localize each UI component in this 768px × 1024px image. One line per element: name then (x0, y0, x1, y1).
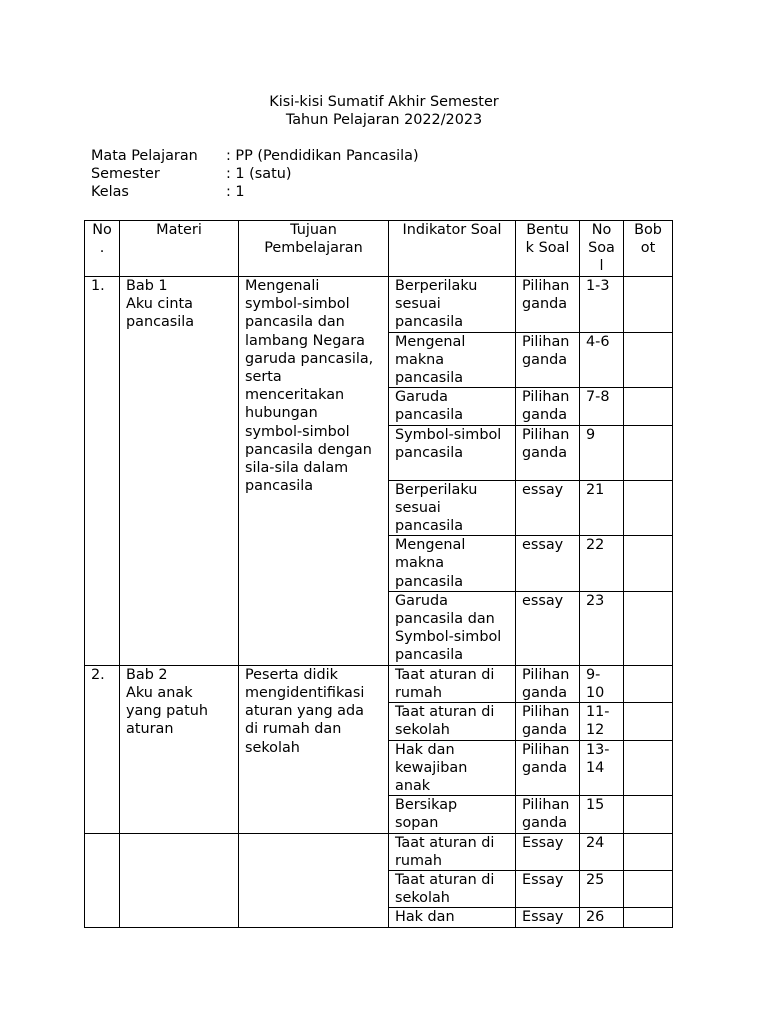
row-bentuk-text: Essay (522, 872, 564, 889)
row-bentuk-cell (516, 536, 580, 592)
row-indikator-text: Mengenal makna pancasila (395, 537, 466, 590)
row-bentuk-cell (516, 388, 580, 425)
row-no-cell (85, 665, 120, 833)
header-bentuk-text: Bentu k Soal (525, 222, 570, 257)
row-nosoal-text: 26 (586, 909, 605, 926)
table-body (85, 221, 673, 928)
row-bentuk-cell (516, 480, 580, 536)
meta-label-semester: Semester (91, 166, 160, 183)
row-bobot-cell (624, 871, 673, 908)
row-indikator-cell (389, 833, 516, 870)
table-row (85, 665, 673, 702)
meta-label-class: Kelas (91, 184, 129, 201)
row-bentuk-text: Pilihan ganda (522, 333, 570, 368)
row-nosoal-text: 15 (586, 797, 605, 814)
kisi-kisi-table (84, 220, 673, 928)
row-bentuk-cell (516, 277, 580, 333)
row-bentuk-text: Pilihan ganda (522, 666, 570, 702)
row-nosoal-cell (580, 388, 624, 425)
row-bentuk-text: Pilihan ganda (522, 797, 570, 832)
row-bobot-cell (624, 665, 673, 702)
row-bobot-cell (624, 740, 673, 796)
row-indikator-cell (389, 796, 516, 833)
row-materi-text: Bab 1 Aku cinta pancasila (126, 278, 195, 331)
row-indikator-text: Taat aturan di sekolah (395, 704, 495, 739)
row-indikator-cell (389, 388, 516, 425)
row-indikator-cell (389, 425, 516, 480)
row-bobot-cell (624, 908, 673, 927)
row-bentuk-text: Pilihan ganda (522, 278, 570, 313)
row-tujuan-cell (239, 833, 389, 927)
table-header-row (85, 221, 673, 277)
row-bobot-cell (624, 332, 673, 388)
row-tujuan-cell (239, 277, 389, 666)
row-bentuk-cell (516, 425, 580, 480)
header-bentuk (516, 221, 580, 277)
meta-label-subject: Mata Pelajaran (91, 148, 198, 164)
row-bentuk-text: Essay (522, 909, 564, 926)
row-materi-cell (120, 833, 239, 927)
row-tujuan-cell (239, 665, 389, 833)
row-indikator-cell (389, 480, 516, 536)
header-bobot (624, 221, 673, 277)
meta-value-semester: : 1 (satu) (226, 166, 292, 183)
row-bentuk-cell (516, 703, 580, 740)
table-row (85, 833, 673, 870)
row-bobot-cell (624, 591, 673, 665)
row-nosoal-cell (580, 665, 624, 702)
title-line-2: Tahun Pelajaran 2022/2023 (285, 112, 483, 129)
row-materi-text: Bab 2 Aku anak yang patuh aturan (126, 666, 209, 738)
row-bentuk-cell (516, 665, 580, 702)
row-nosoal-cell (580, 277, 624, 333)
meta-value-class: : 1 (226, 184, 245, 201)
row-indikator-cell (389, 536, 516, 592)
row-bobot-cell (624, 703, 673, 740)
row-bentuk-text: Pilihan ganda (522, 389, 570, 424)
row-bobot-cell (624, 425, 673, 480)
row-bentuk-cell (516, 908, 580, 927)
row-indikator-text: Taat aturan di sekolah (395, 872, 495, 907)
row-indikator-text: Hak dan (395, 909, 455, 926)
row-nosoal-cell (580, 796, 624, 833)
row-nosoal-text: 21 (586, 481, 605, 498)
row-materi-cell (120, 277, 239, 666)
row-nosoal-cell (580, 425, 624, 480)
row-bentuk-text: Pilihan ganda (522, 704, 570, 739)
row-bobot-cell (624, 388, 673, 425)
header-nosoal-text: No Soa l (588, 222, 615, 275)
meta-value-subject: : PP (Pendidikan Pancasila) (226, 148, 419, 164)
row-indikator-text: Berperilaku sesuai pancasila (395, 481, 478, 535)
meta-row-semester (91, 165, 419, 183)
row-no-text: 1. (91, 278, 105, 294)
row-indikator-text: Garuda pancasila dan Symbol-simbol pancasila (395, 592, 502, 664)
row-indikator-cell (389, 740, 516, 796)
row-indikator-cell (389, 908, 516, 927)
header-tujuan-text: Tujuan Pembelajaran (264, 222, 363, 257)
row-bobot-cell (624, 833, 673, 870)
row-bentuk-text: essay (522, 592, 564, 609)
row-nosoal-text: 11- 12 (586, 704, 610, 739)
header-bobot-text: Bob ot (634, 222, 662, 257)
header-materi (120, 221, 239, 277)
row-tujuan-text: Peserta didik mengidentifikasi aturan yang ada di rumah dan sekolah (245, 666, 365, 756)
row-no-cell (85, 277, 120, 666)
row-indikator-text: Mengenal makna pancasila (395, 333, 466, 387)
row-nosoal-cell (580, 703, 624, 740)
meta-row-class (91, 183, 419, 201)
row-bentuk-cell (516, 740, 580, 796)
row-indikator-text: Taat aturan di rumah (395, 666, 495, 702)
row-indikator-cell (389, 665, 516, 702)
row-nosoal-cell (580, 332, 624, 388)
header-materi-text: Materi (156, 222, 202, 238)
row-indikator-text: Bersikap sopan (395, 797, 458, 832)
row-nosoal-text: 24 (586, 834, 605, 851)
row-indikator-text: Garuda pancasila (395, 389, 464, 424)
row-bentuk-text: essay (522, 481, 564, 498)
row-indikator-cell (389, 591, 516, 665)
row-bobot-cell (624, 796, 673, 833)
row-indikator-cell (389, 871, 516, 908)
row-indikator-text: Hak dan kewajiban anak (395, 741, 468, 795)
header-no-text: No . (92, 222, 112, 257)
row-bobot-cell (624, 536, 673, 592)
header-indikator (389, 221, 516, 277)
row-bentuk-text: Pilihan ganda (522, 741, 570, 776)
table-row (85, 277, 673, 333)
document-title (0, 93, 768, 129)
row-bentuk-cell (516, 591, 580, 665)
row-bentuk-text: Pilihan ganda (522, 426, 570, 461)
meta-row-subject (91, 147, 419, 165)
row-indikator-cell (389, 277, 516, 333)
row-bentuk-cell (516, 833, 580, 870)
row-nosoal-cell (580, 908, 624, 927)
row-nosoal-text: 9 (586, 426, 596, 443)
row-no-text: 2. (91, 666, 105, 683)
header-tujuan (239, 221, 389, 277)
row-nosoal-text: 9- 10 (586, 666, 605, 702)
row-nosoal-cell (580, 740, 624, 796)
row-nosoal-text: 13- 14 (586, 741, 610, 776)
row-nosoal-cell (580, 871, 624, 908)
row-nosoal-cell (580, 591, 624, 665)
row-nosoal-cell (580, 536, 624, 592)
row-no-cell (85, 833, 120, 927)
row-bentuk-text: Essay (522, 834, 564, 851)
row-indikator-text: Berperilaku sesuai pancasila (395, 278, 478, 331)
row-bobot-cell (624, 480, 673, 536)
row-nosoal-cell (580, 833, 624, 870)
row-bobot-cell (624, 277, 673, 333)
row-tujuan-text: Mengenali symbol-simbol pancasila dan lambang Negara garuda pancasila, serta menceritakan hubungan symbol-simbol pancasila dengan sila-sila dalam pancasila (245, 278, 374, 495)
header-no (85, 221, 120, 277)
document-meta (91, 147, 419, 202)
row-indikator-cell (389, 332, 516, 388)
row-bentuk-cell (516, 332, 580, 388)
row-nosoal-cell (580, 480, 624, 536)
row-bentuk-cell (516, 871, 580, 908)
row-indikator-cell (389, 703, 516, 740)
row-indikator-text: Symbol-simbol pancasila (395, 426, 502, 461)
row-bentuk-cell (516, 796, 580, 833)
title-line-1: Kisi-kisi Sumatif Akhir Semester (269, 94, 499, 110)
header-indikator-text: Indikator Soal (402, 222, 502, 238)
row-indikator-text: Taat aturan di rumah (395, 834, 495, 869)
row-nosoal-text: 1-3 (586, 278, 610, 294)
row-bentuk-text: essay (522, 537, 564, 554)
row-nosoal-text: 4-6 (586, 333, 610, 350)
row-materi-cell (120, 665, 239, 833)
row-nosoal-text: 7-8 (586, 389, 610, 406)
header-nosoal (580, 221, 624, 277)
row-nosoal-text: 22 (586, 537, 605, 554)
row-nosoal-text: 23 (586, 592, 605, 609)
row-nosoal-text: 25 (586, 872, 605, 889)
